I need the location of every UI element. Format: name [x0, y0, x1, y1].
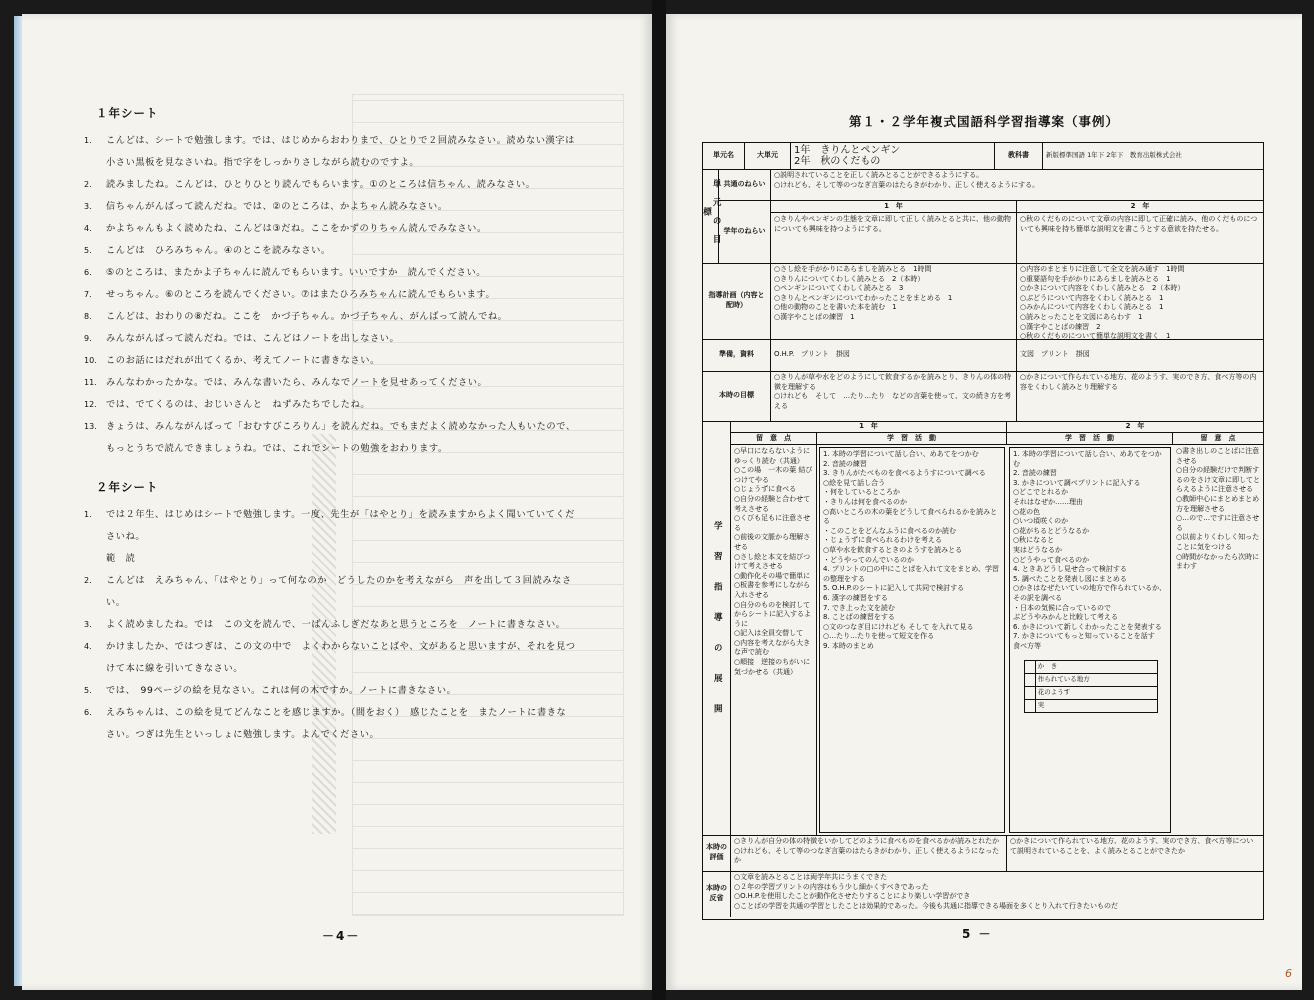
- plan-item: ○きりんとペンギンについてわかったことをまとめる 1: [774, 293, 953, 302]
- line-number: [84, 724, 106, 746]
- sheet-line: [84, 262, 614, 284]
- line-number: 10.: [84, 356, 97, 365]
- dev-activity: ○花の色: [1013, 507, 1041, 516]
- dev-activity: ○どこでとれるか: [1013, 488, 1069, 497]
- line-text: 範 読: [106, 553, 136, 564]
- line-text: かよちゃんもよく読めたね、こんどは③だね。ここをかずのりちゃん読んでみなさい。: [106, 223, 487, 234]
- line-number: 6.: [84, 708, 92, 717]
- dev-activity: 4. プリントの□の中にことばを入れて文をまとめ、学習の整理をする: [823, 565, 999, 583]
- common-aim-label: 共通のねらい: [719, 169, 771, 201]
- sheet-line: [84, 702, 614, 724]
- plan-item: ○漢字やことばの練習 1: [774, 312, 855, 321]
- sheet-line: [84, 658, 614, 680]
- goals-side-label: 単元の目標: [701, 179, 722, 253]
- dev-activity: ○…たり…たりを使って短文を作る: [823, 632, 935, 641]
- dev-activity: ○花がちるとどうなるか: [1013, 526, 1090, 535]
- dev-activity: ○文のつなぎ目にけれども そして を入れて見る: [823, 622, 974, 631]
- line-number: 7.: [84, 290, 92, 299]
- plan-label: 指導計画（内容と配時）: [703, 263, 771, 339]
- line-text: 信ちゃんがんばって読んだね。では、②のところは、かよちゃん読みなさい。: [106, 201, 448, 212]
- line-text: みんながんばって読んだね。では、こんどはノートを出しなさい。: [106, 333, 400, 344]
- sheet-line: [84, 724, 614, 746]
- line-text: ⑤のところは、またかよ子ちゃんに読んでもらいます。いいですか 読んでください。: [106, 267, 487, 278]
- dev-activity: ・何をしているところか: [823, 488, 900, 497]
- goals-row: [703, 169, 1263, 264]
- materials-grade2: 文図 プリント 掛図: [1020, 350, 1090, 359]
- dev-note: ○自分のものを検討してからシートに記入するように: [734, 600, 811, 628]
- line-number: 2.: [84, 576, 92, 585]
- sheet-line: [84, 130, 614, 152]
- dev-activity: 食べ方等: [1013, 641, 1041, 650]
- materials-grade1: O.H.P. プリント 掛図: [771, 339, 1017, 371]
- line-number: 6.: [84, 268, 92, 277]
- dev-note: ○自分の経験と合わせて 考えさせる: [734, 494, 811, 513]
- line-number: 1.: [84, 136, 92, 145]
- dev-note: ○書き出しのことばに注意させる: [1176, 447, 1260, 465]
- plan-item: ○ペンギンについてくわしく読みとる 3: [774, 284, 904, 293]
- dev-note: ○時間がなかったら次時にまわす: [1176, 552, 1260, 571]
- line-number: [84, 152, 106, 174]
- line-text: では２年生、はじめはシートで勉強します。一度、先生が「はやとり」を読みますからよく聞いていてくだ: [106, 509, 576, 520]
- dev-notes-grade2: [1173, 445, 1263, 835]
- sheet2-section: [84, 476, 614, 746]
- dev-note: ○内容を考えながら大きな声で読む: [734, 638, 811, 657]
- left-page: [22, 14, 652, 990]
- dev-activity: 4. ときあどうし見せ合って検討する: [1013, 565, 1127, 574]
- sheet-line: [84, 416, 614, 438]
- corner-mark: 6: [1285, 967, 1292, 980]
- sheet-line: [84, 394, 614, 416]
- dev-act-head2: 学 習 活 動: [1007, 433, 1173, 445]
- grade1-aim-text: ○きりんやペンギンの生態を文章に即して正しく読みとると共に、他の動物についても興味を持つようにする。: [771, 213, 1017, 263]
- dev-activity: 7. でき上った文を読む: [823, 603, 895, 612]
- sheet-line: [84, 680, 614, 702]
- dev-activity: ○絵を見て話し合う: [823, 478, 886, 487]
- unit-row: [703, 143, 1263, 170]
- unit-names: [791, 143, 995, 169]
- reflection-label: 本時の反省: [703, 871, 731, 917]
- development-side-label: 学習指導の展開: [712, 521, 723, 735]
- dev-notes-grade1: [731, 445, 817, 835]
- line-number: 5.: [84, 246, 92, 255]
- dev-note: ○板書を参考にしながら入れさせる: [734, 581, 811, 599]
- line-number: 4.: [84, 224, 92, 233]
- dev-note-head1: 留 意 点: [731, 433, 817, 445]
- dev-act-head1: 学 習 活 動: [817, 433, 1007, 445]
- line-number: [84, 548, 106, 570]
- sheet-line: [84, 174, 614, 196]
- dev-note: ○早口にならないように ゆっくり読む（共通）: [734, 447, 811, 465]
- textbook-value: 新版標準国語 1年下 2年下 教育出版株式会社: [1046, 151, 1182, 160]
- plan-item: ○読みとったことを文図にあらわす 1: [1020, 312, 1143, 321]
- dev-activity: ・じょうずに食べられるわけを考える: [823, 536, 942, 545]
- line-text: さいね。: [106, 531, 146, 542]
- dev-activity: 2. 音読の練習: [823, 459, 867, 468]
- sheet-line: [84, 240, 614, 262]
- reflection-line: ○O.H.P.を使用したことが動作化させたりすることにより楽しい学習ができ: [734, 892, 971, 901]
- plan-item: ○漢字やことばの練習 2: [1020, 322, 1101, 331]
- sheet-line: [84, 548, 614, 570]
- dev-activity: 実はどうなるか: [1013, 545, 1062, 554]
- dev-activity: ・日本の気候に合っているので: [1013, 603, 1111, 612]
- line-number: 2.: [84, 180, 92, 189]
- line-number: [84, 592, 106, 614]
- line-text: では、でてくるのは、おじいさんと ねずみたちでしたね。: [106, 399, 371, 410]
- sheet-line: [84, 372, 614, 394]
- dev-acts-grade1: [819, 447, 1005, 833]
- mini-table-row1: 作られている地方: [1035, 674, 1157, 687]
- grade-aim-label: 学年のねらい: [719, 201, 771, 263]
- goals-col1: 1 年: [771, 201, 1017, 213]
- today-goal-grade2: ○かきについて作られている地方、花のようす、実のでき方、食べ方等の内容をくわしく読みとり理解する: [1020, 373, 1257, 391]
- line-text: もっとうちで読んできましょうね。では、これでシートの勉強をおわります。: [106, 443, 448, 454]
- dev-activity: ・どうやってのんでいるのか: [823, 555, 914, 564]
- reflection-line: ○文章を読みとることは両学年共にうまくできた: [734, 873, 888, 881]
- dev-mini-table: [1024, 660, 1158, 713]
- dev-note-head2: 留 意 点: [1173, 433, 1263, 445]
- dev-activity: それはなぜか……理由: [1013, 497, 1083, 506]
- line-number: 3.: [84, 620, 92, 629]
- dev-note: ○…ので…ですに注意させる: [1176, 514, 1260, 532]
- reflection-text: [731, 871, 1263, 917]
- line-text: こんどは ひろみちゃん。④のとこを読みなさい。: [106, 245, 331, 256]
- plan-title: 第１・２学年複式国語科学習指導案（事例）: [848, 114, 1119, 129]
- evaluation-grade1: ○きりんが自分の体の特徴をいかしてどのように食べものを食べるかが読みとれたか ○けれども、そして等のつなぎ言葉のはたらきがわかり、正しく使えるようになったか: [731, 835, 1007, 871]
- materials-row: [703, 339, 1263, 372]
- plan-grade1: [771, 263, 1017, 339]
- dev-activity: 6. かきについて新しくわかったことを発表する: [1013, 622, 1162, 631]
- today-goal-row: [703, 371, 1263, 422]
- line-number: [84, 658, 106, 680]
- line-number: 13.: [84, 422, 97, 431]
- dev-activity: 8. ことばの練習をする: [823, 613, 895, 622]
- sheet-line: [84, 328, 614, 350]
- unit-grade2: 2年 秋のくだもの: [794, 156, 881, 167]
- goals-col2: 2 年: [1017, 201, 1263, 213]
- plan-item: ○みかんについて内容をくわしく読みとる 1: [1020, 303, 1164, 312]
- line-number: [84, 526, 106, 548]
- dev-note: ○くびも足もに注意させる: [734, 514, 811, 532]
- dev-note: ○教師中心にまとめまとめ方を理解させる: [1176, 494, 1260, 513]
- unit-sub-label: 大単元: [745, 143, 791, 169]
- line-number: [84, 438, 106, 460]
- line-text: けて本に線を引いてきなさい。: [106, 663, 244, 674]
- sheet-line: [84, 504, 614, 526]
- line-number: 4.: [84, 642, 92, 651]
- line-number: 12.: [84, 400, 97, 409]
- sheet-line: [84, 284, 614, 306]
- sheet-line: [84, 438, 614, 460]
- line-text: い。: [106, 597, 126, 608]
- dev-note: ○じょうずに食べる: [734, 485, 797, 494]
- line-text: こんどは、おわりの⑧だね。ここを かづ子ちゃん。かづ子ちゃん、がんばって読んでね。: [106, 311, 508, 322]
- line-text: では、 99ページの絵を見なさい。これは何の木ですか。ノートに書きなさい。: [106, 685, 457, 696]
- dev-activity: 1. 本時の学習について話し合い、めあてをつかむ: [1013, 450, 1162, 468]
- plan-item: ○きりんについてくわしく読みとる 2（本時）: [774, 274, 925, 283]
- dev-note: ○動作化その場で簡単に: [734, 571, 811, 580]
- dev-activity: 6. 漢字の練習をする: [823, 593, 888, 602]
- reflection-line: ○２年の学習プリントの内容はもう少し細かくすべきであった: [734, 882, 929, 891]
- dev-acts-grade2: [1009, 447, 1171, 833]
- reflection-row: [703, 871, 1263, 917]
- line-text: えみちゃんは、この絵を見てどんなことを感じますか。（間をおく） 感じたことを またノートに書きな: [106, 707, 567, 718]
- dev-col1: 1 年: [731, 421, 1007, 433]
- line-number: 9.: [84, 334, 92, 343]
- dev-activity: 3. かきについて調べプリントに記入する: [1013, 478, 1141, 487]
- sheet1-list: [84, 130, 614, 460]
- dev-col2: 2 年: [1007, 421, 1263, 433]
- line-number: 5.: [84, 686, 92, 695]
- line-text: きょうは、みんながんばって「おむすびころりん」を読んだね。でもまだよく読めなかった人もいたので、: [106, 421, 576, 432]
- line-text: かけましたか、ではつぎは、この文の中で よくわからないことばや、文があると思いますが、それを見つ: [106, 641, 576, 652]
- line-text: よく読めましたね。では この文を読んで、一ばんふしぎだなあと思うところを ノートに書きなさい。: [106, 619, 566, 630]
- reflection-line: ○ことばの学習を共通の学習としたことは効果的であった。今後も共通に指導できる場面を多くとり入れて行きたいものだ: [734, 901, 1119, 910]
- dev-activity: ○草や水を飲食するときのようすを読みとる: [823, 545, 963, 554]
- dev-note: ○この場 一木の葉 結びつけてやる: [734, 466, 813, 484]
- dev-note: ○さし絵と本文を結びつけて考えさせる: [734, 552, 811, 571]
- book-edge: [14, 16, 22, 986]
- today-goal-grade1: ○きりんが草や水をどのようにして飲食するかを読みとり、きりんの体の特徴を理解する ○けれども そして …たり…たり などの言葉を使って、文の続き方を考える: [771, 371, 1017, 421]
- sheet-line: [84, 614, 614, 636]
- evaluation-row: [703, 835, 1263, 872]
- line-text: みんなわかったかな。では、みんな書いたら、みんなでノートを見せあってください。: [106, 377, 488, 388]
- dev-activity: ○秋になると: [1013, 536, 1055, 545]
- line-number: 3.: [84, 202, 92, 211]
- dev-activity: 2. 音読の練習: [1013, 469, 1057, 478]
- dev-note: ○記入は全員交替して: [734, 629, 804, 638]
- plan-grade2: [1017, 263, 1263, 339]
- line-number: 1.: [84, 510, 92, 519]
- dev-note: ○順接 逆接のちがいに気づかせる（共通）: [734, 658, 811, 676]
- dev-activity: 5. 調べたことを発表し図にまとめる: [1013, 574, 1127, 583]
- grade2-aim-text: ○秋のくだものについて文章の内容に即して正確に読み、他のくだものについても興味を持ち簡単な説明文を書こうとする意欲を持たせる。: [1020, 215, 1258, 233]
- dev-activity: 5. O.H.P.のシートに記入して共同で検討する: [823, 584, 965, 593]
- sheet-line: [84, 152, 614, 174]
- plan-item: ○重要語句を手がかりにあらましを読みとる 1: [1020, 274, 1171, 283]
- today-goal-label: 本時の目標: [703, 371, 771, 421]
- sheet1-title: １年シート: [96, 106, 159, 120]
- line-text: このお話にはだれが出てくるか、考えてノートに書きなさい。: [106, 355, 380, 366]
- plan-item: ○他の動物のことを書いた本を読む 1: [774, 303, 897, 312]
- plan-item: ○秋のくだものについて簡単な説明文を書く 1: [1020, 332, 1171, 341]
- line-text: 小さい黒板を見なさいね。指で字をしっかりさしながら読むのですよ。: [106, 157, 420, 168]
- mini-table-row2: 花のようす: [1035, 687, 1157, 700]
- sheet-line: [84, 636, 614, 658]
- sheet-line: [84, 196, 614, 218]
- line-text: せっちゃん。⑥のところを読んでください。⑦はまたひろみちゃんに読んでもらいます。: [106, 289, 496, 300]
- sheet1-section: [84, 102, 614, 460]
- dev-note: ○自分の経験だけで判断するのをさけ文章に即してとらえるように注意させる: [1176, 466, 1260, 494]
- dev-activity: ・きりんは何を食べるのか: [823, 497, 907, 506]
- sheet-line: [84, 592, 614, 614]
- evaluation-grade2: ○かきについて作られている地方、花のようす、実のでき方、食べ方等について説明されていることを、よく読みとることができたか: [1010, 837, 1254, 855]
- dev-activity: ○かきはなぜたいていの地方で作られているか、その訳を調べる: [1013, 584, 1167, 602]
- sheet-line: [84, 350, 614, 372]
- unit-grade1: 1年 きりんとペンギン: [794, 145, 901, 156]
- dev-activity: ○高いところの木の葉をどうして食べられるかを読みとる: [823, 507, 998, 526]
- mini-table-row3: 実: [1035, 700, 1157, 713]
- unit-label: 単元名: [703, 143, 745, 169]
- plan-row: [703, 263, 1263, 340]
- materials-label: 準備，資料: [703, 339, 771, 371]
- sheet2-list: [84, 504, 614, 746]
- dev-activity: 3. きりんがたべものを食べるようすについて調べる: [823, 469, 986, 478]
- sheet2-title: ２年シート: [96, 480, 159, 494]
- plan-item: ○ぶどうについて内容をくわしく読みとる 1: [1020, 293, 1164, 302]
- right-page: [666, 14, 1302, 990]
- dev-activity: ○いつ頃咲くのか: [1013, 517, 1069, 526]
- lesson-plan-table: [702, 142, 1264, 920]
- dev-note: ○前後の文脈から理解させる: [734, 533, 811, 551]
- evaluation-label: 本時の評価: [703, 835, 731, 871]
- dev-activity: 1. 本時の学習について話し合い、めあてをつかむ: [823, 450, 979, 458]
- common-aim-text: ○説明されていることを正しく読みとることができるようにする。 ○けれども、そして等のつなぎ言葉のはたらきがわかり、正しく使えるようにする。: [771, 169, 1263, 201]
- plan-item: ○内容のまとまりに注意して全文を読み通す 1時間: [1020, 265, 1185, 273]
- line-text: さい。つぎは先生といっしょに勉強します。よんでください。: [106, 729, 380, 740]
- right-page-number: 5 －: [962, 927, 993, 941]
- sheet-line: [84, 218, 614, 240]
- dev-activity: ぶどうやみかんと比較して考える: [1013, 613, 1118, 622]
- dev-activity: 9. 本時のまとめ: [823, 641, 874, 650]
- book-gutter: [652, 0, 666, 1000]
- sheet-line: [84, 570, 614, 592]
- development-row: [703, 421, 1263, 836]
- line-number: 8.: [84, 312, 92, 321]
- line-text: こんどは えみちゃん、「はやとり」って何なのか どうしたのかを考えながら 声を出して３回読みなさ: [106, 575, 572, 586]
- textbook-label: 教科書: [995, 143, 1043, 169]
- line-text: 読みましたね。こんどは、ひとりひとり読んでもらいます。①のところは信ちゃん、読みなさい。: [106, 179, 536, 190]
- sheet-line: [84, 306, 614, 328]
- plan-item: ○かきについて内容をくわしく読みとる 2（本時）: [1020, 284, 1185, 293]
- sheet-line: [84, 526, 614, 548]
- line-number: 11.: [84, 378, 97, 387]
- dev-activity: ○どうやって食べるのか: [1013, 555, 1090, 564]
- dev-note: ○以前よりくわしく知ったことに気をつける: [1176, 533, 1260, 551]
- mini-table-head: か き: [1035, 661, 1157, 674]
- left-page-number: －4－: [322, 929, 361, 943]
- dev-activity: 7. かきについてもっと知っていることを話す: [1013, 632, 1155, 641]
- dev-activity: ・このことをどんなふうに食べるのか読む: [823, 526, 956, 535]
- plan-item: ○さし絵を手がかりにあらましを読みとる 1時間: [774, 265, 932, 273]
- line-text: こんどは、シートで勉強します。では、はじめからおわりまで、ひとりで２回読みなさい。読めない漢字は: [106, 135, 575, 146]
